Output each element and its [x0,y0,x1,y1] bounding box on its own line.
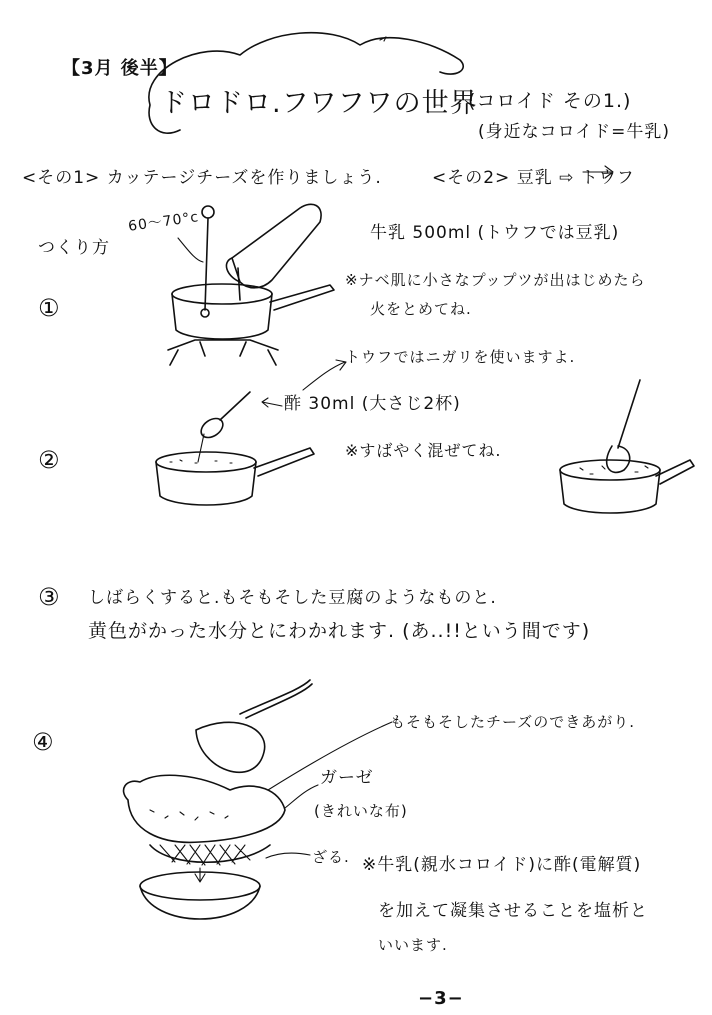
step4-note-line2: を加えて凝集させることを塩析と [378,901,648,921]
step4-note-line1: ※牛乳(親水コロイド)に酢(電解質) [362,855,642,875]
saucepan-icon [172,284,334,339]
step2-number: ② [38,446,61,474]
step1-number: ① [38,294,61,322]
tofu-arrow [303,360,346,390]
colander-pointer [266,853,310,858]
colander-label: ざる. [312,848,350,866]
cheese-pointer [268,722,392,790]
ladle-icon [196,680,312,772]
gauze-sub: (きれいな布) [314,802,408,820]
saucepan-icon [156,448,314,505]
step3-number: ③ [38,583,61,611]
colander-icon [124,775,285,865]
bowl-icon [140,868,260,919]
temperature-label: 60〜70°c [127,209,201,235]
page-number: −3− [418,988,464,1009]
vinegar-arrow [262,398,282,407]
steps-label: つくり方 [38,238,110,258]
step2-tofu-note: トウフではニガリを使いますよ. [345,348,576,366]
milk-carton-icon [226,204,321,300]
intro-part2: <その2> 豆乳 ⇨ トウフ [432,168,635,188]
title-subtitle: (身近なコロイド=牛乳) [478,122,670,142]
step4-note-line3: いいます. [378,936,448,954]
step1-note-line2: 火をとめてね. [370,300,472,318]
intro-part1: <その1> カッテージチーズを作りましょう. [22,168,382,188]
whisk-icon [607,380,640,472]
intro-arrow [583,166,613,178]
step1-note-line1: ※ナベ肌に小さなプップツが出はじめたら [345,271,646,289]
page-title: ドロドロ.フワフワの世界 [160,88,478,119]
title-paren: (コロイド その1.) [468,90,632,112]
step4-number: ④ [32,728,55,756]
step3-line2: 黄色がかった水分とにわかれます. (あ..!!という間です) [88,620,591,642]
temperature-pointer [178,238,203,262]
step2-note: ※すばやく混ぜてね. [345,441,502,460]
title-cloud-outline [149,33,463,134]
step2-vinegar: 酢 30ml (大さじ2杯) [284,394,461,414]
step1-ingredient: 牛乳 500ml (トウフでは豆乳) [370,223,620,243]
gauze-pointer [285,785,318,808]
period-label: 【3月 後半】 [62,58,178,79]
stove-flame-icon [168,340,278,365]
step3-line1: しばらくすると.もそもそした豆腐のようなものと. [88,588,497,608]
gauze-label: ガーゼ [320,768,374,788]
saucepan-icon [560,460,694,513]
cheese-label: もそもそしたチーズのできあがり. [390,713,636,731]
